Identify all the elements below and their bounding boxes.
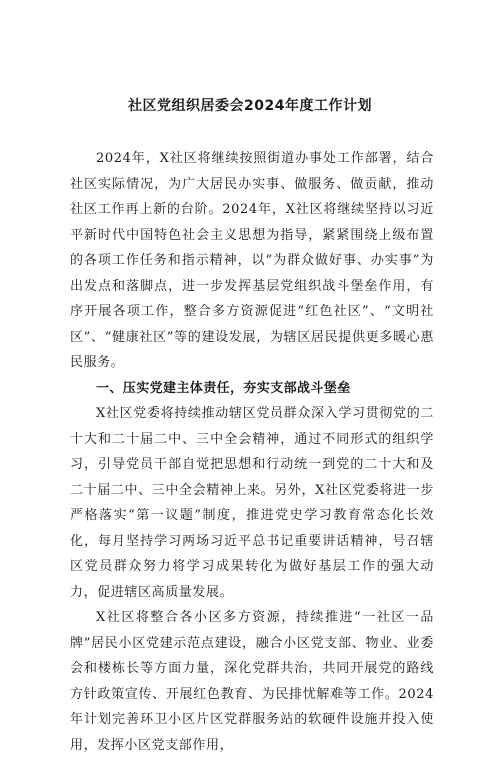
document-body — [70, 146, 434, 758]
section-1-paragraph-2: X社区将整合各小区多方资源，持续推进“一社区一品牌”居民小区党建示范点建设，融合小区党支部、物业、业委会和楼栋长等方面力量，深化党群共治，共同开展党的路线方针政策宣传、开展红色教育、为民排忧解难等工作。2024年计划完善环卫小区片区党群服务站的软硬件设施并投入使用，发挥小区党支部作用， — [70, 610, 434, 753]
document-title: 社区党组织居委会2024年度工作计划 — [128, 98, 372, 114]
section-1-paragraph-1: X社区党委将持续推动辖区党员群众深入学习贯彻党的二十大和二十届二中、三中全会精神，通过不同形式的组织学习，引导党员干部自觉把思想和行动统一到党的二十大和及二十届二中、三中全会精神上来。另外，X社区党委将进一步严格落实“第一议题”制度，推进党史学习教育常态化长效化，每月坚持学习两场习近平总书记重要讲话精神，号召辖区党员群众努力将学习成果转化为做好基层工作的强大动力，促进辖区高质量发展。 — [70, 406, 434, 600]
intro-paragraph: 2024年，X社区将继续按照街道办事处工作部署，结合社区实际情况，为广大居民办实事、做服务、做贡献，推动社区工作再上新的台阶。2024年，X社区将继续坚持以习近平新时代中国特色社会主义思想为指导，紧紧围绕上级布置的各项工作任务和指示精神，以“为群众做好事、办实事”为出发点和落脚点，进一步发挥基层党组织战斗堡垒作用，有序开展各项工作，整合多方资源促进“红色社区”、“文明社区”、“健康社区”等的建设发展，为辖区居民提供更多暖心惠民服务。 — [70, 151, 434, 370]
section-heading-1: 一、压实党建主体责任，夯实支部战斗堡垒 — [96, 380, 351, 396]
